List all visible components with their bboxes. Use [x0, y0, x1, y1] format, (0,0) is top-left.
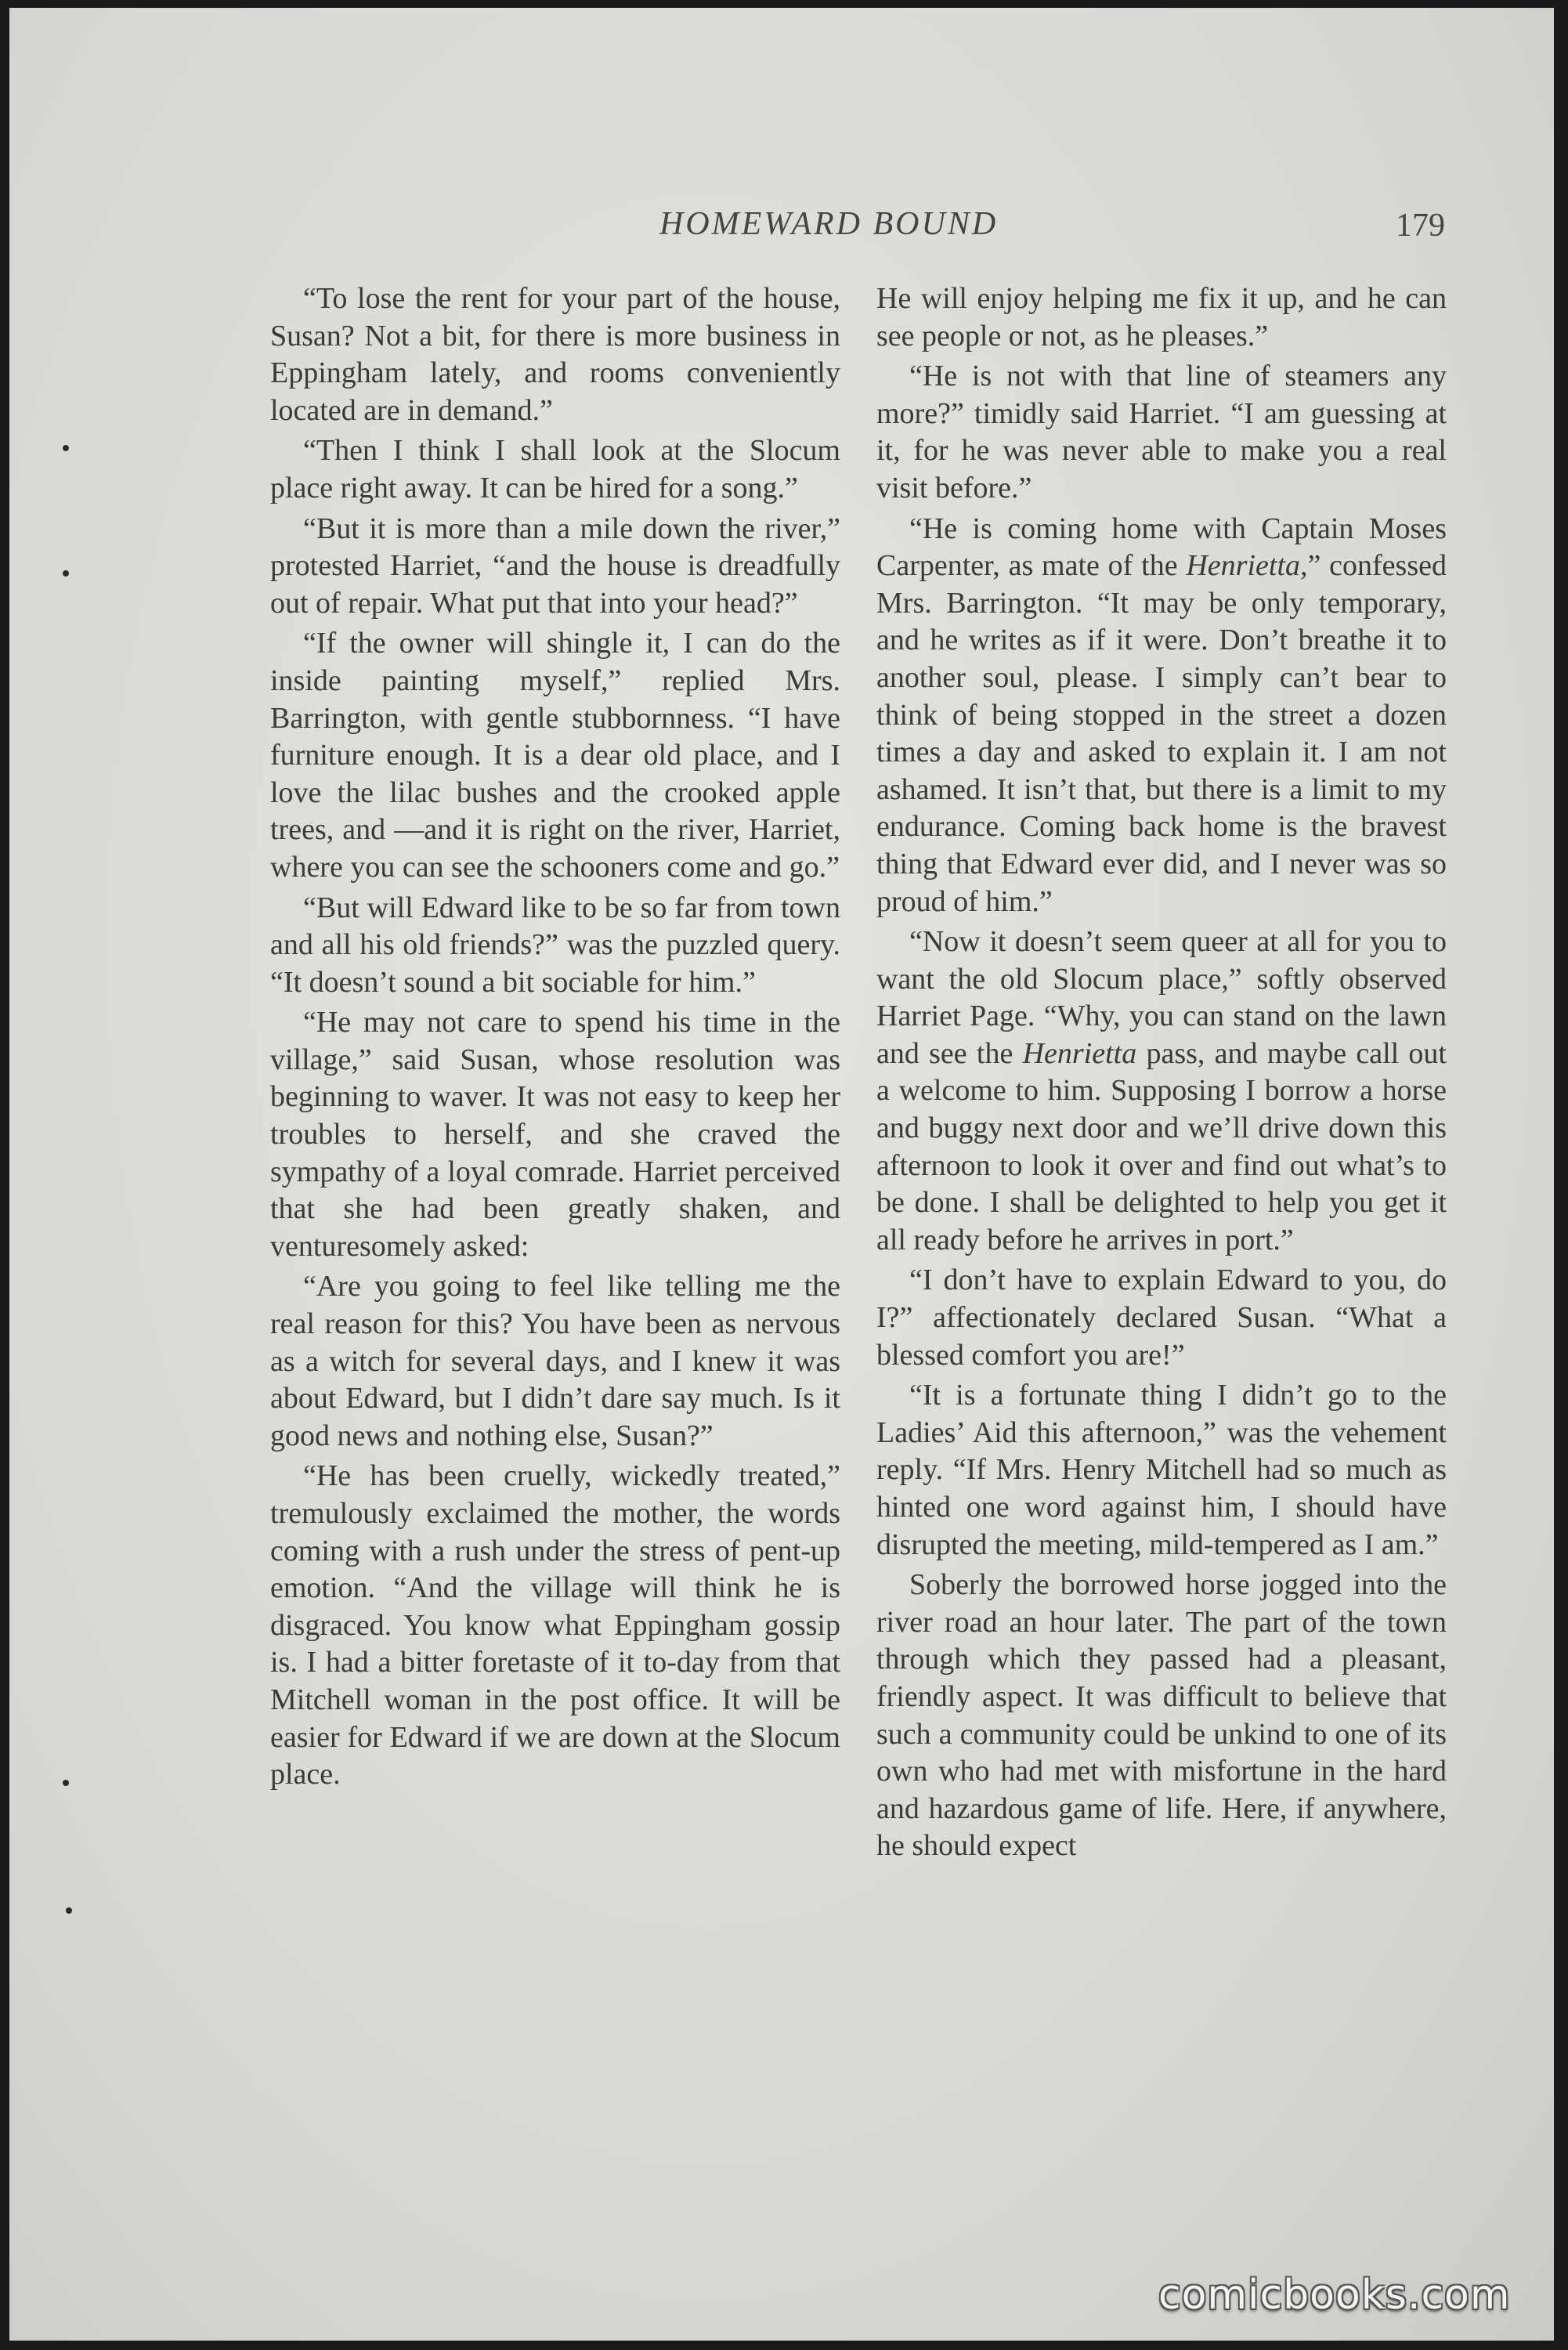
paragraph: “It is a fortunate thing I didn’t go to the Ladies’ Aid this afternoon,” was the vehement reply. “If Mrs. Henry Mitchell had so much as hinted one word against him, I should have disrupted the meeting, mild-tempered as I am.”: [876, 1379, 1447, 1561]
right-text-column: [876, 280, 1447, 1868]
paragraph: [876, 924, 1447, 1259]
paragraph: Soberly the borrowed horse jogged into the river road an hour later. The part of the town through which they passed had a pleasant, friendly aspect. It was difficult to believe that such a community could be unkind to one of its own who had met with misfortune in the hard and hazardous game of life. Here, if anywhere, he should expect: [876, 1568, 1447, 1863]
watermark: comicbooks.com: [1158, 2272, 1511, 2319]
paragraph: “He has been cruelly, wickedly treated,” tremulously exclaimed the mother, the words coming with a rush under the stress of pent-up emotion. “And the village will think he is disgraced. You know what Eppingham gossip is. I had a bitter foretaste of it to-day from that Mitchell woman in the post office. It will be easier for Edward if we are down at the Slocum place.: [270, 1459, 840, 1791]
text-run: “Now it doesn’t seem queer at all for you to want the old Slocum place,” softly observed Harriet Page. “Why, you can stand on the lawn and see the: [876, 925, 1447, 1070]
left-text-column: [270, 280, 840, 1797]
text-run: ” confessed Mrs. Barrington. “It may be only temporary, and he writes as if it were. Don’t breathe it to another soul, please. I simply can’t bear to think of being stopped in the street a dozen times a day and asked to explain it. I am not ashamed. It isn’t that, but there is a limit to my endurance. Coming back home is the bravest thing that Edward ever did, and I never was so proud of him.”: [876, 549, 1447, 918]
paragraph: “If the owner will shingle it, I can do the inside painting myself,” replied Mrs. Barrington, with gentle stubbornness. “I have furniture enough. It is a dear old place, and I love the lilac bushes and the crooked apple trees, and —and it is right on the river, Harriet, where you can see the schooners come and go.”: [270, 627, 840, 884]
binding-hole-mark: [66, 1907, 72, 1914]
paragraph: “But it is more than a mile down the river,” protested Harriet, “and the house is dreadfully out of repair. What put that into your head?”: [270, 512, 840, 620]
ship-name: Henrietta,: [1186, 549, 1308, 583]
paragraph: “To lose the rent for your part of the house, Susan? Not a bit, for there is more business in Eppingham lately, and rooms conveniently located are in demand.”: [270, 282, 840, 427]
paragraph: “Are you going to feel like telling me the real reason for this? You have been as nervous as a witch for several days, and I knew it was about Edward, but I didn’t dare say much. Is it good news and nothing else, Susan?”: [270, 1270, 840, 1452]
paragraph: “But will Edward like to be so far from town and all his old friends?” was the puzzled query. “It doesn’t sound a bit sociable for him.”: [270, 891, 840, 999]
paragraph: “Then I think I shall look at the Slocum place right away. It can be hired for a song.”: [270, 434, 840, 504]
paragraph: “He is not with that line of steamers any more?” timidly said Harriet. “I am guessing at it, for he was never able to make you a real visit before.”: [876, 360, 1447, 504]
page-number: 179: [1396, 208, 1445, 244]
text-run: pass, and maybe call out a welcome to him. Supposing I borrow a horse and buggy next door and we’ll drive down this afternoon to look it over and find out what’s to be done. I shall be delighted to help you get it all ready before he arrives in port.”: [876, 1036, 1447, 1256]
binding-hole-mark: [63, 445, 69, 451]
binding-hole-mark: [63, 570, 69, 577]
paragraph: [876, 511, 1447, 921]
chapter-title: HOMEWARD BOUND: [659, 206, 999, 242]
book-page: [9, 8, 1554, 2341]
binding-hole-mark: [63, 1780, 69, 1786]
paragraph: He will enjoy helping me fix it up, and he can see people or not, as he pleases.”: [876, 282, 1447, 352]
paragraph: “I don’t have to explain Edward to you, do I?” affectionately declared Susan. “What a blessed comfort you are!”: [876, 1264, 1447, 1372]
running-head: [9, 205, 1554, 252]
ship-name: Henrietta: [1022, 1036, 1137, 1070]
text-run: “He is coming home with Captain Moses Carpenter, as mate of the: [876, 512, 1447, 583]
paragraph: “He may not care to spend his time in the village,” said Susan, whose resolution was beginning to waver. It was not easy to keep her troubles to herself, and she craved the sympathy of a loyal comrade. Harriet perceived that she had been greatly shaken, and venturesomely asked:: [270, 1006, 840, 1263]
